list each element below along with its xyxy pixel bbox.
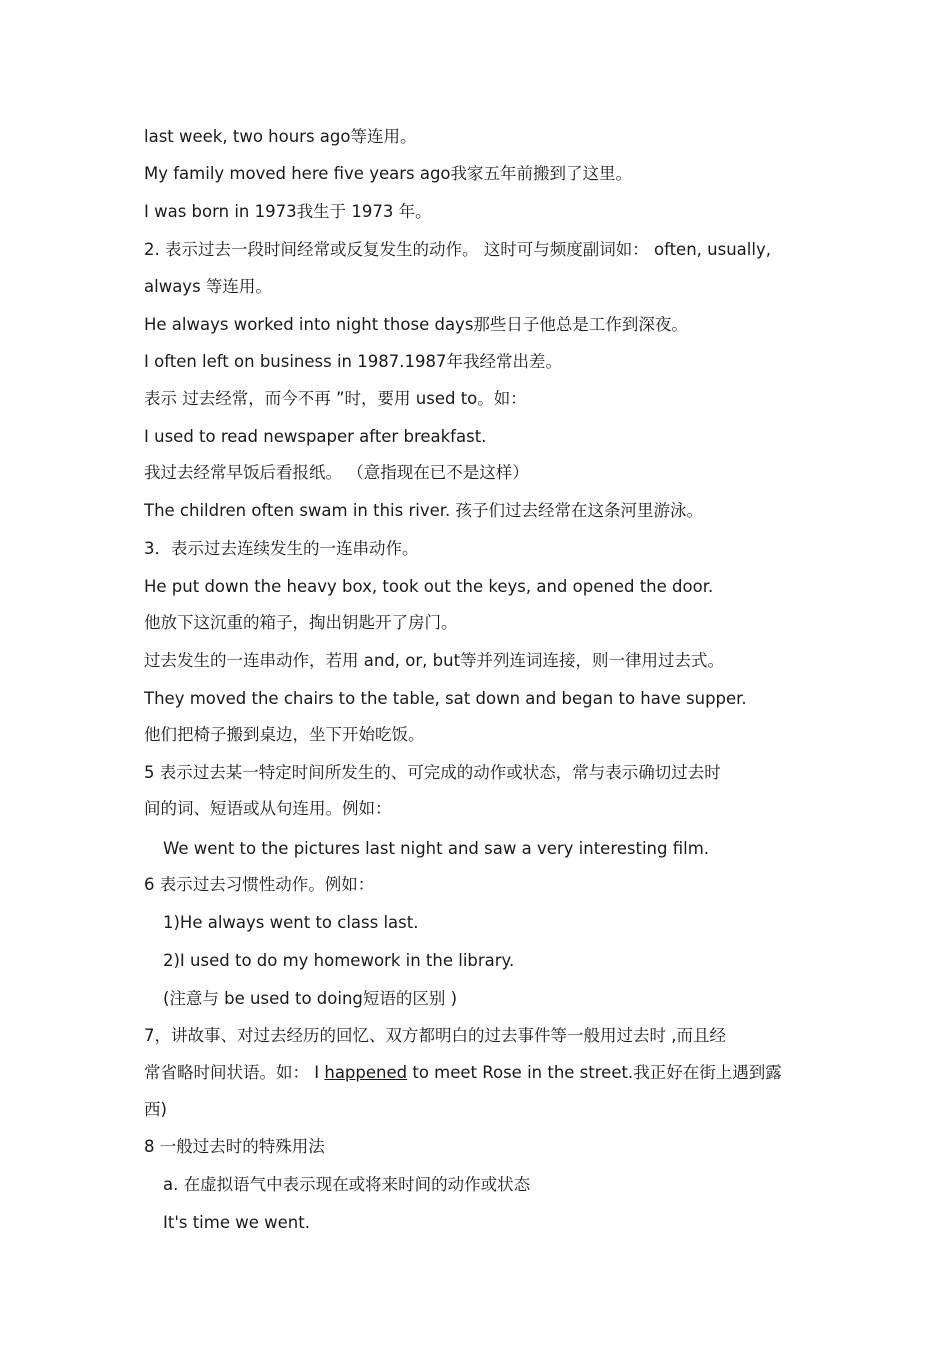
text-line-24: (注意与 be used to doing短语的区别 ) <box>163 989 458 1008</box>
text-line-29: a. 在虚拟语气中表示现在或将来时间的动作或状态 <box>163 1175 531 1194</box>
text-line-19: 间的词、短语或从句连用。例如： <box>144 799 392 818</box>
text-line-3: I was born in 1973我生于 1973 年。 <box>144 202 432 221</box>
text-line-12: 3．表示过去连续发生的一连串动作。 <box>144 539 419 558</box>
text-line-13: He put down the heavy box, took out the keys, and opened the door. <box>144 577 714 596</box>
text-line-4: 2. 表示过去一段时间经常或反复发生的动作。 这时可与频度副词如： often, usually, <box>144 240 771 259</box>
text-line-7: I often left on business in 1987.1987年我经常出差。 <box>144 352 562 371</box>
text-line-26-pre: 常省略时间状语。如： I <box>144 1063 325 1082</box>
text-line-20: We went to the pictures last night and saw a very interesting film. <box>163 839 710 858</box>
text-line-27: 西) <box>144 1100 167 1119</box>
text-line-14: 他放下这沉重的箱子，掏出钥匙开了房门。 <box>144 613 458 632</box>
text-line-23: 2)I used to do my homework in the library. <box>163 951 515 970</box>
text-line-17: 他们把椅子搬到桌边，坐下开始吃饭。 <box>144 725 425 744</box>
text-line-16: They moved the chairs to the table, sat down and began to have supper. <box>144 689 747 708</box>
text-line-28: 8 一般过去时的特殊用法 <box>144 1137 325 1156</box>
text-line-15: 过去发生的一连串动作，若用 and, or, but等并列连词连接，则一律用过去式。 <box>144 651 725 670</box>
text-line-1: last week, two hours ago等连用。 <box>144 127 417 146</box>
text-line-21: 6 表示过去习惯性动作。例如： <box>144 875 375 894</box>
text-line-2: My family moved here five years ago我家五年前搬到了这里。 <box>144 164 633 183</box>
text-line-22: 1)He always went to class last. <box>163 913 419 932</box>
text-line-8: 表示 过去经常，而今不再 ”时，要用 used to。如： <box>144 389 527 408</box>
text-line-5: always 等连用。 <box>144 277 272 296</box>
text-line-25: 7，讲故事、对过去经历的回忆、双方都明白的过去事件等一般用过去时 ,而且经 <box>144 1026 726 1045</box>
underlined-word: happened <box>324 1063 408 1082</box>
text-line-9: I used to read newspaper after breakfast. <box>144 427 487 446</box>
text-line-6: He always worked into night those days那些日子他总是工作到深夜。 <box>144 315 688 334</box>
text-line-26-tail: 我正好在街上遇到露 <box>633 1063 782 1082</box>
text-line-26-post: to meet Rose in the street. <box>407 1063 634 1082</box>
text-line-26 <box>144 1062 782 1084</box>
text-line-11: The children often swam in this river. 孩子们过去经常在这条河里游泳。 <box>144 501 704 520</box>
text-line-18: 5 表示过去某一特定时间所发生的、可完成的动作或状态，常与表示确切过去时 <box>144 763 721 782</box>
text-line-30: It's time we went. <box>163 1213 310 1232</box>
text-line-10: 我过去经常早饭后看报纸。 （意指现在已不是这样） <box>144 463 529 482</box>
